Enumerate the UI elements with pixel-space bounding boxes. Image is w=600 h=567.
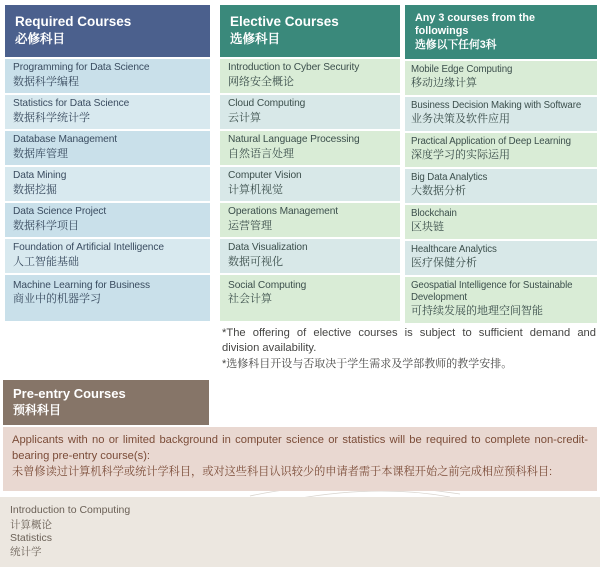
course-name-en: Programming for Data Science xyxy=(13,62,150,74)
course-name-en: Operations Management xyxy=(228,206,339,218)
course-row xyxy=(220,59,400,93)
course-name-zh: 统计学 xyxy=(10,546,42,559)
course-name-en: Foundation of Artificial Intelligence xyxy=(13,242,164,254)
course-name-zh: 数据科学统计学 xyxy=(13,111,90,124)
course-name-zh: 区块链 xyxy=(411,221,444,234)
course-name-zh: 数据挖掘 xyxy=(13,183,57,196)
footnote-text-en: *The offering of elective courses is subject to sufficient demand and division availability. xyxy=(222,327,596,355)
course-name-zh: 数据可视化 xyxy=(228,255,283,268)
course-row xyxy=(5,239,210,273)
course-row xyxy=(220,275,400,321)
preentry-note-en: Applicants with no or limited background in computer science or statistics will be required to complete non-credit-bearing pre-entry course(s): xyxy=(12,434,588,462)
footnote-text-zh: *选修科目开设与否取决于学生需求及学部教师的教学安排。 xyxy=(222,358,513,371)
course-name-zh: 数据库管理 xyxy=(13,147,68,160)
course-name-en: Statistics xyxy=(10,531,53,544)
course-name-en: Geospatial Intelligence for Sustainable Development xyxy=(411,279,573,303)
course-name-zh: 社会计算 xyxy=(228,293,272,306)
course-row xyxy=(220,131,400,165)
course-row xyxy=(5,275,210,321)
course-name-zh: 可持续发展的地理空间智能 xyxy=(411,304,543,317)
course-name-en: Big Data Analytics xyxy=(411,172,488,184)
elective-footnote xyxy=(222,326,596,373)
course-name-en: Computer Vision xyxy=(228,170,302,182)
course-name-zh: 网络安全概论 xyxy=(228,75,294,88)
course-name-zh: 移动边缘计算 xyxy=(411,77,477,90)
course-row xyxy=(5,131,210,165)
course-row xyxy=(405,133,597,167)
course-name-en: Data Science Project xyxy=(13,206,107,218)
course-name-zh: 深度学习的实际运用 xyxy=(411,149,510,162)
course-name-zh: 计算机视觉 xyxy=(228,183,283,196)
course-name-zh: 计算概论 xyxy=(10,518,52,531)
course-name-en: Natural Language Processing xyxy=(228,134,360,146)
course-name-en: Machine Learning for Business xyxy=(13,280,150,291)
course-name-en: Introduction to Cyber Security xyxy=(228,62,360,74)
course-row xyxy=(405,241,597,275)
course-name-en: Statistics for Data Science xyxy=(13,98,130,110)
course-row xyxy=(220,167,400,201)
course-name-en: Data Visualization xyxy=(228,242,308,254)
course-name-en: Database Management xyxy=(13,134,118,146)
elective-courses-header xyxy=(220,5,400,57)
course-row xyxy=(405,97,597,131)
course-name-en: Practical Application of Deep Learning xyxy=(411,136,571,148)
preentry-courses-list xyxy=(0,497,600,567)
any3-courses-table xyxy=(405,5,597,323)
course-name-zh: 自然语言处理 xyxy=(228,147,294,160)
course-row xyxy=(5,167,210,201)
course-name-zh: 商业中的机器学习 xyxy=(13,293,101,306)
course-name-zh: 业务决策及软件应用 xyxy=(411,113,510,126)
course-name-zh: 人工智能基础 xyxy=(13,255,79,268)
course-row xyxy=(405,169,597,203)
header-title-zh: 预科科目 xyxy=(13,403,62,418)
header-title-en: Elective Courses xyxy=(230,14,339,30)
header-title-en: Any 3 courses from the followings xyxy=(415,12,535,37)
elective-courses-table xyxy=(220,5,400,321)
course-name-zh: 云计算 xyxy=(228,111,261,124)
course-name-zh: 医疗保健分析 xyxy=(411,257,477,270)
header-title-zh: 选修以下任何3科 xyxy=(415,38,497,51)
required-courses-header xyxy=(5,5,210,57)
header-title-zh: 选修科目 xyxy=(230,32,281,46)
course-name-en: Blockchain xyxy=(411,208,457,220)
course-row xyxy=(220,203,400,237)
course-row xyxy=(5,95,210,129)
preentry-note-zh: 未曾修读过计算机科学或统计学科目，或对这些科目认识较少的申请者需于本课程开始之前完成相应预科科目: xyxy=(12,466,553,479)
course-name-zh: 数据科学项目 xyxy=(13,219,79,232)
course-row xyxy=(220,239,400,273)
course-name-zh: 大数据分析 xyxy=(411,185,466,198)
course-row xyxy=(405,277,597,323)
course-row xyxy=(405,205,597,239)
course-row xyxy=(5,59,210,93)
course-name-en: Business Decision Making with Software xyxy=(411,100,582,112)
course-row xyxy=(220,95,400,129)
preentry-note xyxy=(3,427,597,491)
header-title-en: Required Courses xyxy=(15,14,132,30)
required-courses-table xyxy=(5,5,210,321)
course-name-en: Cloud Computing xyxy=(228,98,306,110)
course-name-zh: 运营管理 xyxy=(228,219,272,232)
preentry-courses-header xyxy=(3,380,209,425)
course-row xyxy=(405,61,597,95)
course-name-en: Healthcare Analytics xyxy=(411,244,497,256)
course-row xyxy=(5,203,210,237)
course-name-en: Introduction to Computing xyxy=(10,504,131,516)
header-title-zh: 必修科目 xyxy=(15,32,66,46)
course-name-en: Data Mining xyxy=(13,170,67,182)
course-name-en: Social Computing xyxy=(228,280,307,291)
course-name-en: Mobile Edge Computing xyxy=(411,64,513,76)
header-title-en: Pre-entry Courses xyxy=(13,386,126,401)
course-name-zh: 数据科学编程 xyxy=(13,75,79,88)
any3-courses-header xyxy=(405,5,597,59)
